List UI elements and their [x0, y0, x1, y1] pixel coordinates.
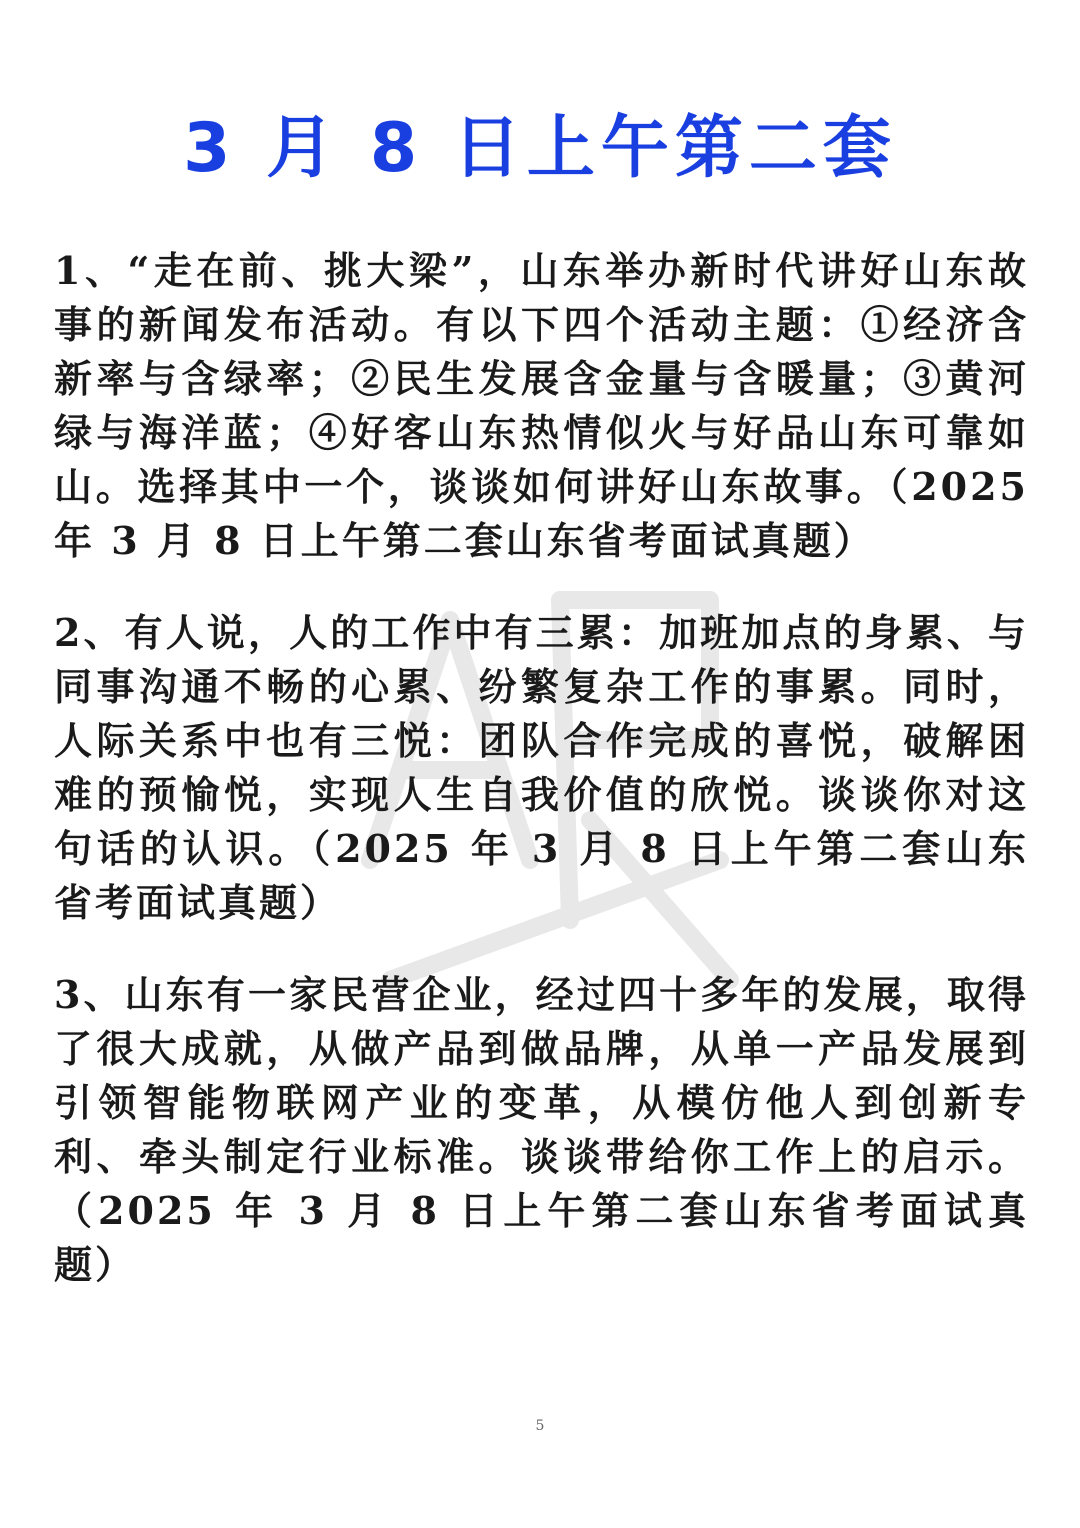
page-number: 5	[535, 1418, 545, 1434]
question-1: 1、“走在前、挑大梁”，山东举办新时代讲好山东故事的新闻发布活动。有以下四个活动主题：①经济含新率与含绿率；②民生发展含金量与含暖量；③黄河绿与海洋蓝；④好客山东热情似火与好品山东可靠如山。选择其中一个，谈谈如何讲好山东故事。（2025 年 3 月 8 日上午第二套山东省考面试真题）	[54, 248, 1029, 563]
question-2: 2、有人说，人的工作中有三累：加班加点的身累、与同事沟通不畅的心累、纷繁复杂工作的事累。同时，人际关系中也有三悦：团队合作完成的喜悦，破解困难的预愉悦，实现人生自我价值的欣悦。谈谈你对这句话的认识。（2025 年 3 月 8 日上午第二套山东省考面试真题）	[54, 610, 1029, 925]
question-list	[54, 244, 1029, 1330]
question-3: 3、山东有一家民营企业，经过四十多年的发展，取得了很大成就，从做产品到做品牌，从单一产品发展到引领智能物联网产业的变革，从模仿他人到创新专利、牵头制定行业标准。谈谈带给你工作上的启示。（2025 年 3 月 8 日上午第二套山东省考面试真题）	[54, 972, 1029, 1287]
page-title: 3 月 8 日上午第二套	[183, 109, 897, 188]
